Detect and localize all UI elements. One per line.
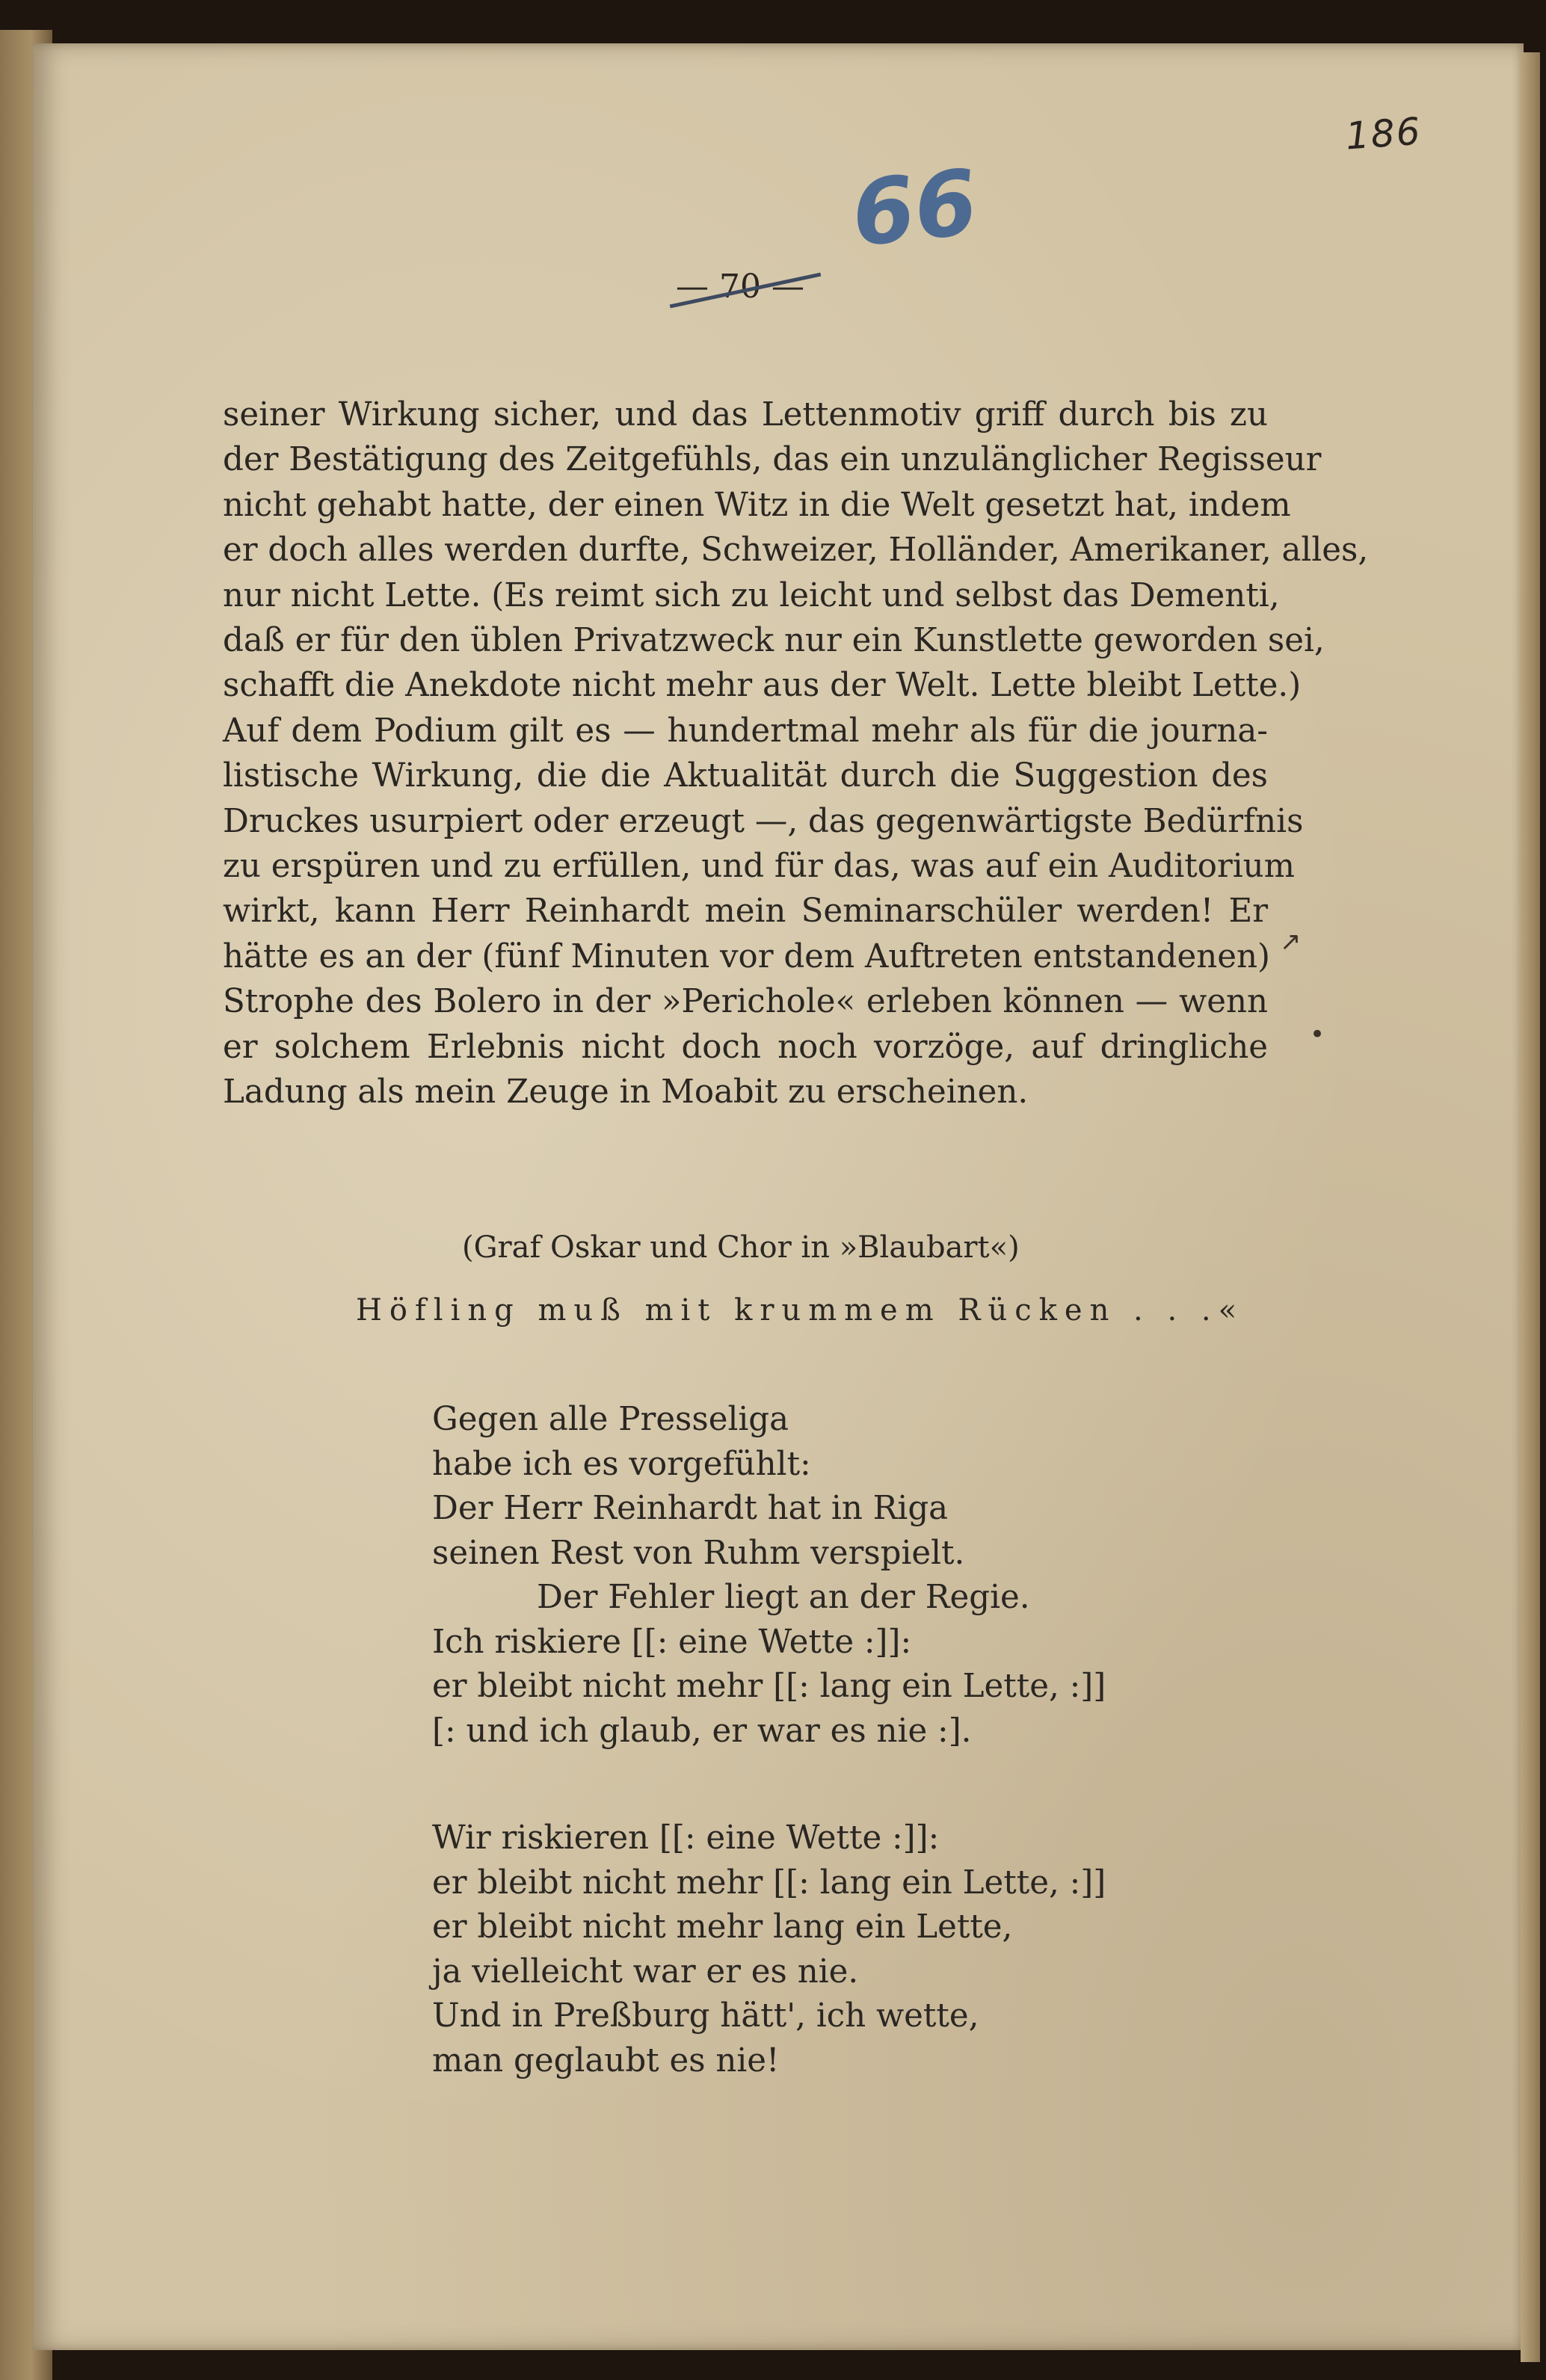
verse-line: habe ich es vorgefühlt:	[432, 1445, 811, 1483]
verse-line: er bleibt nicht mehr lang ein Lette,	[432, 1908, 1013, 1946]
verse-line: Der Herr Reinhardt hat in Riga	[432, 1490, 949, 1527]
archive-folio-number: 186	[1344, 109, 1423, 158]
prose-line: listische Wirkung, die die Aktualität durch die Suggestion des	[223, 757, 1268, 795]
verse-line: man geglaubt es nie!	[432, 2041, 780, 2080]
prose-line: er solchem Erlebnis nicht doch noch vorzöge, auf dringliche	[223, 1028, 1268, 1066]
printed-page-number	[643, 268, 837, 306]
stanza-2	[432, 1816, 1105, 2083]
page-fore-edge	[1521, 52, 1540, 2362]
prose-line: er doch alles werden durfte, Schweizer, Holländer, Amerikaner, alles,	[223, 531, 1369, 570]
prose-line: Auf dem Podium gilt es — hundertmal mehr als für die journa-	[223, 712, 1268, 750]
verse-line: Ich riskiere [[: eine Wette :]]:	[432, 1623, 912, 1661]
prose-line: hätte es an der (fünf Minuten vor dem Auftreten entstandenen)	[223, 937, 1270, 975]
verse-line: er bleibt nicht mehr [[: lang ein Lette, :]]	[432, 1668, 1106, 1705]
verse-line: Und in Preßburg hätt', ich wette,	[432, 1997, 979, 2035]
prose-line: zu erspüren und zu erfüllen, und für das, was auf ein Auditorium	[223, 848, 1295, 886]
prose-line: wirkt, kann Herr Reinhardt mein Seminarschüler werden! Er	[223, 892, 1268, 931]
margin-arrow-mark: ↗	[1280, 927, 1302, 957]
prose-line: seiner Wirkung sicher, und das Lettenmotiv griff durch bis zu	[223, 396, 1268, 434]
verse-line: Wir riskieren [[: eine Wette :]]:	[432, 1819, 940, 1857]
prose-line: nicht gehabt hatte, der einen Witz in die Welt gesetzt hat, indem	[223, 486, 1291, 524]
verse-line: er bleibt nicht mehr [[: lang ein Lette, :]]	[432, 1863, 1106, 1902]
verse-line: seinen Rest von Ruhm verspielt.	[432, 1534, 965, 1572]
prose-paragraph	[223, 392, 1369, 1115]
verse-line: Gegen alle Presseliga	[432, 1401, 789, 1438]
stanza-1	[432, 1398, 1105, 1754]
struck-page-number: — 70 —	[676, 268, 804, 306]
prose-line: nur nicht Lette. (Es reimt sich zu leicht und selbst das Dementi,	[223, 576, 1280, 614]
song-subtitle: Höfling muß mit krummem Rücken . . .«	[356, 1293, 1245, 1328]
pencil-page-number: 66	[847, 150, 982, 268]
prose-line: Strophe des Bolero in der »Perichole« erleben können — wenn	[223, 983, 1268, 1021]
verse-line: [: und ich glaub, er war es nie :].	[432, 1712, 972, 1750]
prose-line: Druckes usurpiert oder erzeugt —, das gegenwärtigste Bedürfnis	[223, 802, 1304, 840]
verse-line: Der Fehler liegt an der Regie.	[537, 1579, 1030, 1616]
prose-line: schafft die Anekdote nicht mehr aus der Welt. Lette bleibt Lette.)	[223, 667, 1302, 705]
prose-line: daß er für den üblen Privatzweck nur ein Kunstlette geworden sei,	[223, 622, 1325, 660]
song-title: (Graf Oskar und Chor in »Blaubart«)	[462, 1230, 1020, 1265]
margin-dot-mark: •	[1310, 1020, 1325, 1049]
prose-line: der Bestätigung des Zeitgefühls, das ein unzulänglicher Regisseur	[223, 441, 1322, 479]
verse-line: ja vielleicht war er es nie.	[432, 1952, 859, 1991]
prose-line: Ladung als mein Zeuge in Moabit zu erscheinen.	[223, 1073, 1029, 1112]
